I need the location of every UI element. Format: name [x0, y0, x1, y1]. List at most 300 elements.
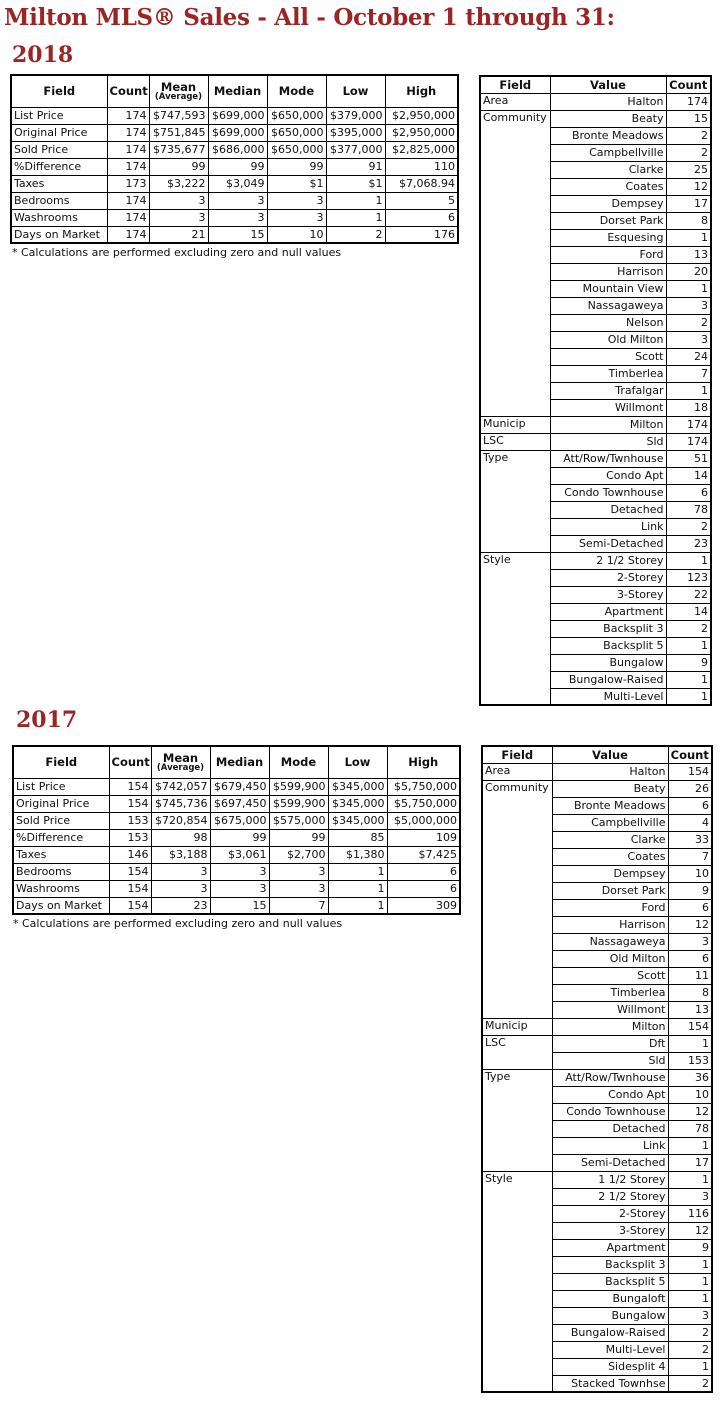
breakdown-value-cell: Timberlea: [550, 365, 666, 382]
breakdown-field-cell: [482, 933, 552, 950]
breakdown-count-cell: 1: [668, 1137, 712, 1154]
breakdown-field-cell: [482, 967, 552, 984]
breakdown-value-cell: Att/Row/Twnhouse: [552, 1069, 668, 1086]
mean-label: Mean: [162, 750, 199, 765]
breakdown-row: [482, 1103, 712, 1120]
col-header-low: Low: [326, 75, 385, 107]
breakdown-field-cell: [482, 950, 552, 967]
stats-value-cell: $720,854: [151, 812, 210, 829]
breakdown-field-cell: Style: [482, 1171, 552, 1188]
breakdown-value-cell: Att/Row/Twnhouse: [550, 450, 666, 467]
breakdown-count-cell: 11: [668, 967, 712, 984]
breakdown-row: [480, 620, 711, 637]
breakdown-table-2017: [481, 745, 713, 1393]
breakdown-row: [480, 280, 711, 297]
breakdown-field-cell: [482, 1205, 552, 1222]
breakdown-count-cell: 7: [668, 848, 712, 865]
breakdown-field-cell: LSC: [482, 1035, 552, 1052]
breakdown-row: [482, 780, 712, 797]
breakdown-value-cell: Milton: [552, 1018, 668, 1035]
breakdown-count-cell: 1: [666, 637, 711, 654]
breakdown-count-cell: 12: [668, 1222, 712, 1239]
breakdown-field-cell: [482, 1307, 552, 1324]
stats-value-cell: 3: [151, 863, 210, 880]
breakdown-count-cell: 17: [666, 195, 711, 212]
breakdown-field-cell: [482, 1375, 552, 1392]
stats-value-cell: 5: [385, 192, 458, 209]
stats-value-cell: 15: [208, 226, 267, 243]
breakdown-value-cell: Bungalow-Raised: [550, 671, 666, 688]
breakdown-count-cell: 2: [666, 620, 711, 637]
breakdown-row: [482, 950, 712, 967]
breakdown-count-cell: 78: [668, 1120, 712, 1137]
breakdown-row: [480, 467, 711, 484]
breakdown-count-cell: 14: [666, 467, 711, 484]
breakdown-count-cell: 1: [666, 671, 711, 688]
col-header-mean: [149, 75, 208, 107]
breakdown-value-cell: Campbellville: [552, 814, 668, 831]
breakdown-count-cell: 24: [666, 348, 711, 365]
stats-field-cell: Washrooms: [11, 209, 107, 226]
breakdown-count-cell: 36: [668, 1069, 712, 1086]
breakdown-field-cell: Area: [480, 93, 550, 110]
stats-value-cell: $575,000: [269, 812, 328, 829]
breakdown-value-cell: Halton: [550, 93, 666, 110]
stats-value-cell: $2,825,000: [385, 141, 458, 158]
stats-value-cell: 154: [109, 897, 151, 914]
page-title: Milton MLS® Sales - All - October 1 through 31:: [4, 4, 615, 31]
breakdown-value-cell: Sld: [550, 433, 666, 450]
breakdown-row: [482, 984, 712, 1001]
breakdown-field-cell: Area: [482, 763, 552, 780]
breakdown-field-cell: [480, 263, 550, 280]
mean-sublabel: (Average): [156, 762, 205, 773]
breakdown-value-cell: Link: [550, 518, 666, 535]
breakdown-row: [480, 399, 711, 416]
stats-value-cell: 176: [385, 226, 458, 243]
stats-value-cell: $747,593: [149, 107, 208, 124]
breakdown-field-cell: [480, 620, 550, 637]
stats-value-cell: $5,750,000: [387, 778, 460, 795]
breakdown-value-cell: Bungalow: [552, 1307, 668, 1324]
breakdown-field-cell: [480, 195, 550, 212]
breakdown-value-cell: Clarke: [550, 161, 666, 178]
breakdown-field-cell: [482, 865, 552, 882]
breakdown-field-cell: [482, 899, 552, 916]
stats-value-cell: 3: [267, 209, 326, 226]
year-heading-2018: 2018: [12, 42, 74, 68]
breakdown-count-cell: 14: [666, 603, 711, 620]
breakdown-count-cell: 123: [666, 569, 711, 586]
col-header-count: Count: [668, 746, 712, 763]
breakdown-value-cell: Harrison: [550, 263, 666, 280]
stats-value-cell: 98: [151, 829, 210, 846]
breakdown-field-cell: [482, 1290, 552, 1307]
breakdown-count-cell: 1: [668, 1256, 712, 1273]
breakdown-value-cell: 2-Storey: [550, 569, 666, 586]
stats-value-cell: $2,700: [269, 846, 328, 863]
breakdown-count-cell: 17: [668, 1154, 712, 1171]
calculation-note: * Calculations are performed excluding zero and null values: [13, 917, 343, 930]
breakdown-value-cell: Ford: [552, 899, 668, 916]
breakdown-count-cell: 3: [668, 933, 712, 950]
breakdown-count-cell: 1: [666, 688, 711, 705]
stats-field-cell: Original Price: [11, 124, 107, 141]
breakdown-value-cell: Bronte Meadows: [550, 127, 666, 144]
breakdown-count-cell: 25: [666, 161, 711, 178]
breakdown-field-cell: [482, 1324, 552, 1341]
breakdown-count-cell: 51: [666, 450, 711, 467]
breakdown-value-cell: Willmont: [550, 399, 666, 416]
breakdown-value-cell: 2-Storey: [552, 1205, 668, 1222]
breakdown-row: [480, 671, 711, 688]
stats-value-cell: 173: [107, 175, 149, 192]
breakdown-value-cell: Dorset Park: [550, 212, 666, 229]
breakdown-row: [482, 1120, 712, 1137]
breakdown-field-cell: [482, 1052, 552, 1069]
breakdown-table-2018: [479, 75, 712, 706]
breakdown-row: [482, 1256, 712, 1273]
breakdown-field-cell: [480, 484, 550, 501]
breakdown-count-cell: 2: [666, 314, 711, 331]
breakdown-count-cell: 2: [668, 1375, 712, 1392]
stats-value-cell: 146: [109, 846, 151, 863]
breakdown-field-cell: [480, 348, 550, 365]
breakdown-count-cell: 1: [668, 1171, 712, 1188]
stats-field-cell: Washrooms: [13, 880, 109, 897]
breakdown-row: [482, 1358, 712, 1375]
stats-field-cell: Taxes: [13, 846, 109, 863]
breakdown-field-cell: [480, 127, 550, 144]
breakdown-value-cell: Condo Apt: [550, 467, 666, 484]
breakdown-row: [482, 1018, 712, 1035]
breakdown-field-cell: [480, 331, 550, 348]
stats-row: [13, 778, 460, 795]
stats-value-cell: 6: [387, 863, 460, 880]
breakdown-value-cell: Condo Townhouse: [550, 484, 666, 501]
breakdown-count-cell: 9: [668, 1239, 712, 1256]
breakdown-value-cell: Condo Townhouse: [552, 1103, 668, 1120]
breakdown-count-cell: 1: [668, 1035, 712, 1052]
stats-body-2018: [11, 107, 458, 243]
breakdown-count-cell: 6: [668, 950, 712, 967]
stats-value-cell: 309: [387, 897, 460, 914]
breakdown-count-cell: 3: [668, 1307, 712, 1324]
breakdown-field-cell: Type: [480, 450, 550, 467]
stats-value-cell: 1: [326, 192, 385, 209]
breakdown-value-cell: Bungalow: [550, 654, 666, 671]
stats-value-cell: 3: [269, 880, 328, 897]
breakdown-count-cell: 174: [666, 416, 711, 433]
breakdown-field-cell: [482, 814, 552, 831]
stats-value-cell: 3: [267, 192, 326, 209]
breakdown-row: [480, 586, 711, 603]
stats-value-cell: 6: [385, 209, 458, 226]
breakdown-field-cell: [480, 212, 550, 229]
breakdown-row: [480, 246, 711, 263]
stats-row: [11, 175, 458, 192]
breakdown-count-cell: 2: [668, 1341, 712, 1358]
breakdown-row: [480, 348, 711, 365]
breakdown-count-cell: 4: [668, 814, 712, 831]
breakdown-value-cell: Semi-Detached: [552, 1154, 668, 1171]
stats-value-cell: $379,000: [326, 107, 385, 124]
stats-field-cell: Taxes: [11, 175, 107, 192]
breakdown-row: [482, 848, 712, 865]
breakdown-value-cell: Apartment: [550, 603, 666, 620]
stats-value-cell: 3: [208, 192, 267, 209]
breakdown-row: [480, 484, 711, 501]
breakdown-value-cell: Dorset Park: [552, 882, 668, 899]
breakdown-body-2018: [480, 93, 711, 705]
breakdown-value-cell: Dempsey: [550, 195, 666, 212]
stats-value-cell: 7: [269, 897, 328, 914]
col-header-count: Count: [109, 746, 151, 778]
stats-row: [11, 226, 458, 243]
breakdown-value-cell: Milton: [550, 416, 666, 433]
breakdown-field-cell: [480, 603, 550, 620]
breakdown-field-cell: [482, 1239, 552, 1256]
breakdown-value-cell: Apartment: [552, 1239, 668, 1256]
breakdown-value-cell: Nassagaweya: [550, 297, 666, 314]
breakdown-row: [480, 297, 711, 314]
stats-value-cell: $599,900: [269, 778, 328, 795]
breakdown-field-cell: [480, 297, 550, 314]
breakdown-value-cell: Willmont: [552, 1001, 668, 1018]
breakdown-field-cell: [482, 1086, 552, 1103]
stats-value-cell: $345,000: [328, 812, 387, 829]
year-heading-2017: 2017: [16, 707, 78, 733]
breakdown-row: [482, 933, 712, 950]
mean-label: Mean: [160, 79, 197, 94]
stats-value-cell: $650,000: [267, 124, 326, 141]
stats-value-cell: $5,750,000: [387, 795, 460, 812]
breakdown-count-cell: 2: [666, 518, 711, 535]
breakdown-field-cell: [480, 144, 550, 161]
stats-field-cell: Bedrooms: [13, 863, 109, 880]
breakdown-field-cell: [482, 848, 552, 865]
breakdown-field-cell: Municip: [480, 416, 550, 433]
breakdown-value-cell: Backsplit 5: [552, 1273, 668, 1290]
breakdown-row: [482, 797, 712, 814]
breakdown-row: [480, 688, 711, 705]
stats-field-cell: Sold Price: [13, 812, 109, 829]
stats-value-cell: 174: [107, 158, 149, 175]
stats-value-cell: $1,380: [328, 846, 387, 863]
stats-value-cell: $735,677: [149, 141, 208, 158]
breakdown-value-cell: Bungaloft: [552, 1290, 668, 1307]
stats-row: [11, 124, 458, 141]
breakdown-value-cell: Semi-Detached: [550, 535, 666, 552]
stats-value-cell: 153: [109, 812, 151, 829]
col-header-high: High: [387, 746, 460, 778]
breakdown-field-cell: [482, 1256, 552, 1273]
stats-value-cell: $742,057: [151, 778, 210, 795]
stats-field-cell: Days on Market: [13, 897, 109, 914]
stats-value-cell: $699,000: [208, 124, 267, 141]
breakdown-field-cell: [480, 382, 550, 399]
stats-value-cell: 174: [107, 192, 149, 209]
breakdown-row: [482, 1239, 712, 1256]
breakdown-value-cell: 3-Storey: [552, 1222, 668, 1239]
col-header-mean: [151, 746, 210, 778]
breakdown-field-cell: [480, 280, 550, 297]
breakdown-count-cell: 78: [666, 501, 711, 518]
stats-value-cell: 174: [107, 107, 149, 124]
breakdown-field-cell: [480, 637, 550, 654]
stats-field-cell: List Price: [11, 107, 107, 124]
breakdown-row: [480, 110, 711, 127]
stats-value-cell: $679,450: [210, 778, 269, 795]
breakdown-value-cell: Old Milton: [550, 331, 666, 348]
breakdown-row: [482, 899, 712, 916]
breakdown-count-cell: 1: [668, 1290, 712, 1307]
breakdown-field-cell: [480, 365, 550, 382]
breakdown-row: [480, 450, 711, 467]
breakdown-field-cell: Community: [480, 110, 550, 127]
stats-value-cell: $377,000: [326, 141, 385, 158]
breakdown-count-cell: 1: [668, 1273, 712, 1290]
breakdown-row: [480, 518, 711, 535]
breakdown-row: [480, 195, 711, 212]
breakdown-value-cell: Coates: [550, 178, 666, 195]
breakdown-count-cell: 6: [668, 899, 712, 916]
breakdown-field-cell: Type: [482, 1069, 552, 1086]
breakdown-count-cell: 7: [666, 365, 711, 382]
stats-row: [13, 897, 460, 914]
stats-table-2017: [12, 745, 461, 915]
col-header-field: Field: [482, 746, 552, 763]
stats-field-cell: Original Price: [13, 795, 109, 812]
breakdown-value-cell: 1 1/2 Storey: [552, 1171, 668, 1188]
col-header-mode: Mode: [267, 75, 326, 107]
breakdown-value-cell: Timberlea: [552, 984, 668, 1001]
stats-value-cell: $2,950,000: [385, 107, 458, 124]
breakdown-value-cell: Nassagaweya: [552, 933, 668, 950]
breakdown-row: [482, 814, 712, 831]
stats-row: [13, 863, 460, 880]
stats-value-cell: 174: [107, 124, 149, 141]
breakdown-field-cell: [480, 178, 550, 195]
breakdown-count-cell: 13: [668, 1001, 712, 1018]
breakdown-row: [482, 763, 712, 780]
breakdown-row: [482, 1154, 712, 1171]
breakdown-row: [480, 331, 711, 348]
stats-value-cell: 1: [328, 863, 387, 880]
breakdown-row: [482, 1001, 712, 1018]
breakdown-row: [482, 967, 712, 984]
breakdown-row: [480, 93, 711, 110]
breakdown-value-cell: Scott: [550, 348, 666, 365]
stats-row: [11, 192, 458, 209]
breakdown-count-cell: 12: [668, 1103, 712, 1120]
stats-value-cell: $697,450: [210, 795, 269, 812]
stats-value-cell: 174: [107, 209, 149, 226]
breakdown-field-cell: [480, 314, 550, 331]
breakdown-count-cell: 18: [666, 399, 711, 416]
stats-value-cell: 174: [107, 226, 149, 243]
breakdown-value-cell: Beaty: [550, 110, 666, 127]
stats-value-cell: $751,845: [149, 124, 208, 141]
breakdown-field-cell: [480, 671, 550, 688]
breakdown-row: [480, 416, 711, 433]
breakdown-value-cell: 3-Storey: [550, 586, 666, 603]
stats-field-cell: Days on Market: [11, 226, 107, 243]
breakdown-field-cell: [482, 882, 552, 899]
stats-value-cell: 3: [149, 192, 208, 209]
stats-value-cell: 1: [326, 209, 385, 226]
stats-row: [13, 829, 460, 846]
col-header-count: Count: [666, 76, 711, 93]
breakdown-row: [482, 1052, 712, 1069]
breakdown-count-cell: 12: [666, 178, 711, 195]
breakdown-header-row: [480, 76, 711, 93]
breakdown-row: [480, 654, 711, 671]
stats-value-cell: 3: [210, 863, 269, 880]
breakdown-row: [482, 1205, 712, 1222]
stats-row: [13, 795, 460, 812]
breakdown-value-cell: Ford: [550, 246, 666, 263]
breakdown-field-cell: [480, 535, 550, 552]
breakdown-row: [480, 501, 711, 518]
stats-value-cell: 99: [208, 158, 267, 175]
breakdown-field-cell: [482, 797, 552, 814]
breakdown-field-cell: LSC: [480, 433, 550, 450]
breakdown-field-cell: [480, 246, 550, 263]
breakdown-row: [482, 1222, 712, 1239]
stats-value-cell: 99: [267, 158, 326, 175]
breakdown-field-cell: [480, 518, 550, 535]
breakdown-field-cell: [480, 399, 550, 416]
breakdown-count-cell: 22: [666, 586, 711, 603]
breakdown-field-cell: [480, 229, 550, 246]
breakdown-field-cell: [482, 984, 552, 1001]
breakdown-row: [480, 637, 711, 654]
breakdown-value-cell: Sidesplit 4: [552, 1358, 668, 1375]
breakdown-value-cell: Clarke: [552, 831, 668, 848]
col-header-median: Median: [208, 75, 267, 107]
stats-value-cell: $3,222: [149, 175, 208, 192]
breakdown-value-cell: Beaty: [552, 780, 668, 797]
breakdown-row: [482, 1290, 712, 1307]
stats-value-cell: 1: [328, 880, 387, 897]
breakdown-row: [482, 1341, 712, 1358]
col-header-median: Median: [210, 746, 269, 778]
stats-row: [11, 107, 458, 124]
col-header-field: Field: [11, 75, 107, 107]
breakdown-field-cell: [482, 916, 552, 933]
breakdown-count-cell: 1: [666, 552, 711, 569]
breakdown-field-cell: [480, 501, 550, 518]
stats-value-cell: $650,000: [267, 107, 326, 124]
breakdown-field-cell: [480, 161, 550, 178]
stats-header-row: [13, 746, 460, 778]
stats-row: [11, 209, 458, 226]
breakdown-row: [480, 314, 711, 331]
breakdown-value-cell: Detached: [552, 1120, 668, 1137]
col-header-field: Field: [480, 76, 550, 93]
breakdown-count-cell: 10: [668, 865, 712, 882]
breakdown-count-cell: 13: [666, 246, 711, 263]
stats-value-cell: $1: [267, 175, 326, 192]
stats-value-cell: 174: [107, 141, 149, 158]
col-header-low: Low: [328, 746, 387, 778]
breakdown-row: [480, 178, 711, 195]
breakdown-value-cell: Stacked Townhse: [552, 1375, 668, 1392]
breakdown-value-cell: Multi-Level: [550, 688, 666, 705]
stats-row: [11, 158, 458, 175]
breakdown-count-cell: 1: [668, 1358, 712, 1375]
